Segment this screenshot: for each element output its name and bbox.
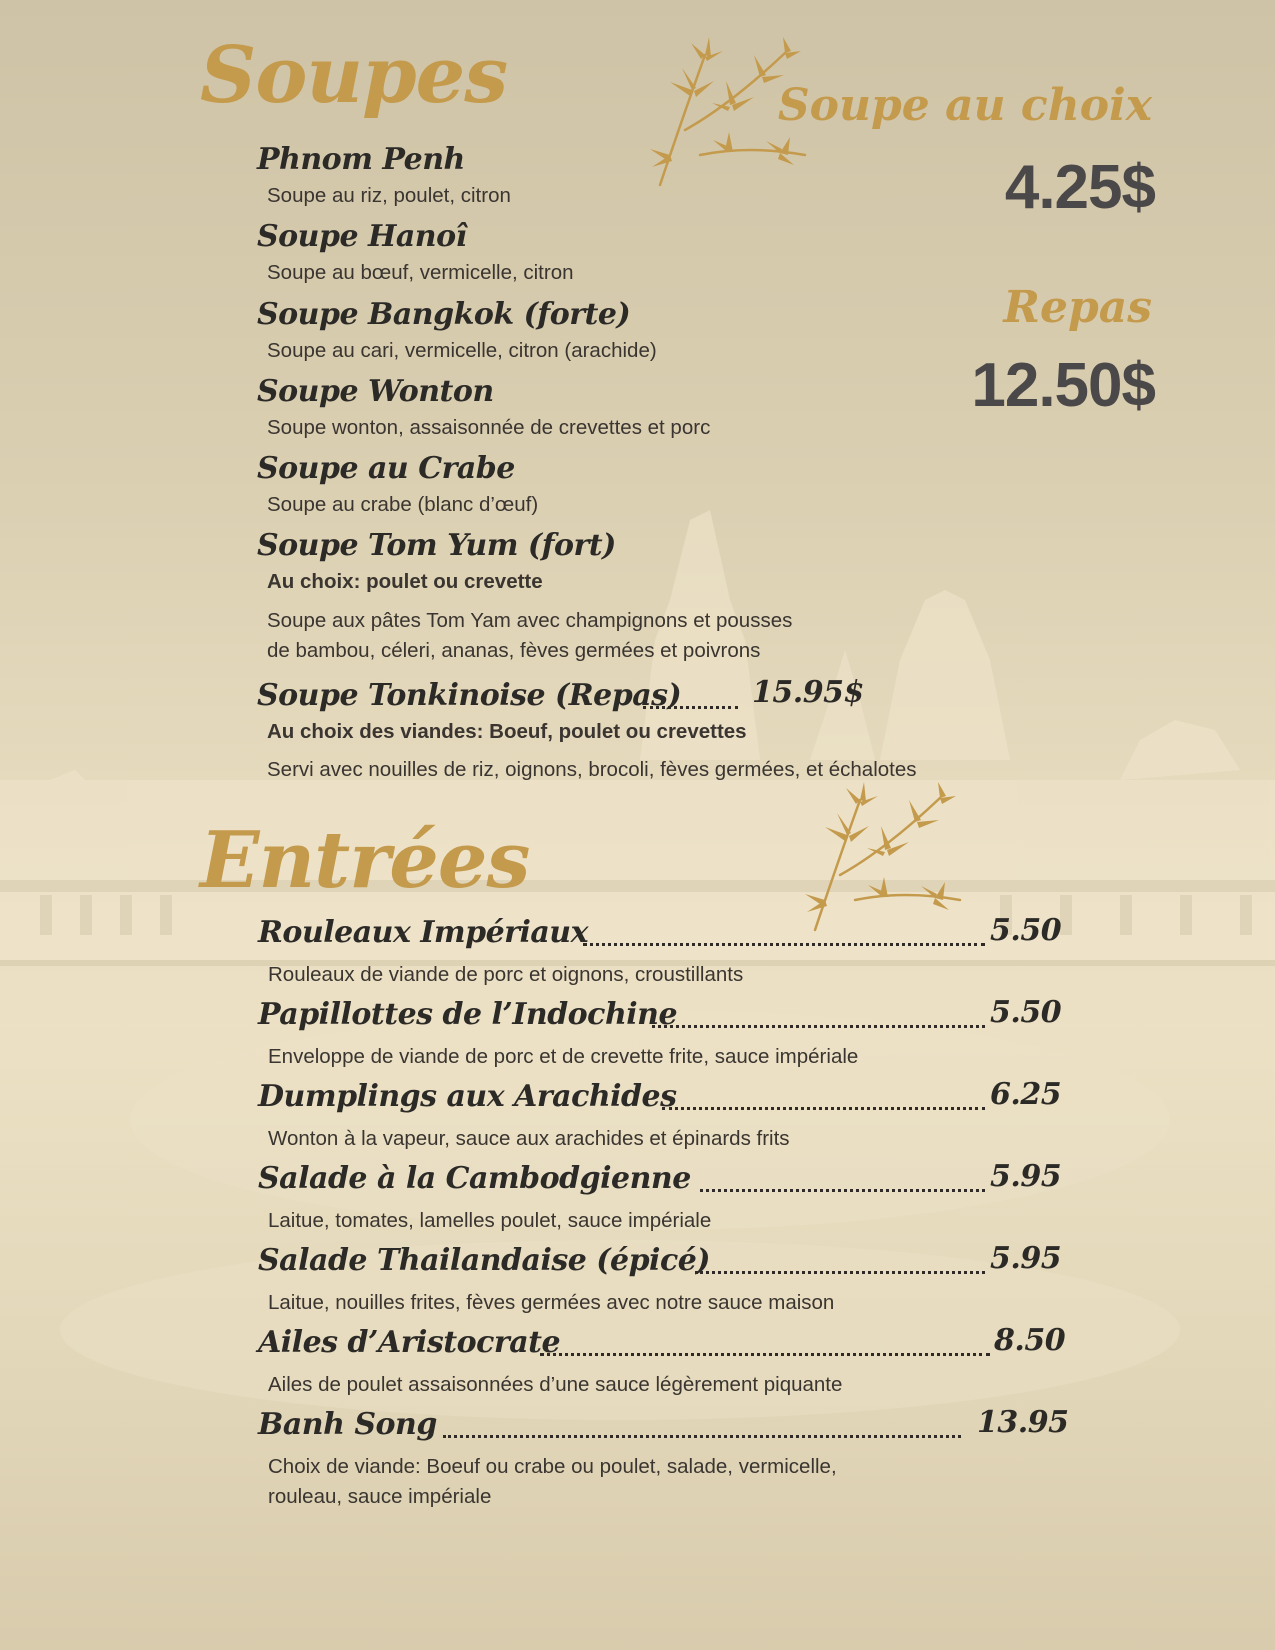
menu-item-desc: Soupe au riz, poulet, citron — [267, 184, 511, 207]
menu-item-desc: Enveloppe de viande de porc et de crevette frite, sauce impériale — [268, 1045, 859, 1068]
repas-price: 12.50$ — [971, 351, 1155, 420]
menu-item-name: Soupe Hanoî — [257, 219, 467, 254]
dotted-leader — [700, 1189, 985, 1192]
menu-item-desc: Rouleaux de viande de porc et oignons, croustillants — [268, 963, 744, 986]
menu-item-price: 5.95 — [990, 1159, 1062, 1194]
menu-item-desc: de bambou, céleri, ananas, fèves germées et poivrons — [267, 639, 761, 662]
dotted-leader — [540, 1353, 990, 1356]
menu-item-name: Rouleaux Impériaux — [258, 915, 588, 950]
menu-item-desc: Wonton à la vapeur, sauce aux arachides et épinards frits — [268, 1127, 790, 1150]
dotted-leader — [652, 1025, 985, 1028]
menu-item-name: Banh Song — [258, 1407, 437, 1442]
menu-item-desc: Ailes de poulet assaisonnées d’une sauce légèrement piquante — [268, 1373, 843, 1396]
menu-item-name: Dumplings aux Arachides — [258, 1079, 677, 1114]
dotted-leader — [643, 706, 738, 709]
menu-item-desc: Soupe au bœuf, vermicelle, citron — [267, 261, 574, 284]
menu-item-desc: Soupe wonton, assaisonnée de crevettes et porc — [267, 416, 711, 439]
menu-item-price: 15.95$ — [752, 675, 864, 710]
menu-item-desc: rouleau, sauce impériale — [268, 1485, 492, 1508]
menu-item-name: Phnom Penh — [257, 142, 465, 177]
dotted-leader — [443, 1435, 961, 1438]
section-title-soupes: Soupes — [200, 30, 508, 121]
menu-item-desc: Soupe au cari, vermicelle, citron (arachide) — [267, 339, 657, 362]
dotted-leader — [662, 1107, 985, 1110]
menu-item-desc: Soupe aux pâtes Tom Yam avec champignons et pousses — [267, 609, 793, 632]
menu-item-name: Salade Thailandaise (épicé) — [258, 1243, 710, 1278]
menu-item-price: 5.50 — [990, 995, 1062, 1030]
menu-item-price: 5.95 — [990, 1241, 1062, 1276]
repas-label: Repas — [1003, 282, 1152, 333]
dotted-leader — [583, 943, 985, 946]
section-title-entrees: Entrées — [200, 815, 530, 906]
menu-item-name: Soupe Tom Yum (fort) — [257, 528, 616, 563]
menu-item-name: Soupe Wonton — [257, 374, 494, 409]
menu-item-price: 6.25 — [990, 1077, 1062, 1112]
soupe-au-choix-label: Soupe au choix — [777, 80, 1152, 131]
menu-item-price: 5.50 — [990, 913, 1062, 948]
menu-item-name: Soupe Bangkok (forte) — [257, 297, 631, 332]
soupe-au-choix-price: 4.25$ — [1004, 153, 1155, 222]
menu-item-desc: Servi avec nouilles de riz, oignons, brocoli, fèves germées, et échalotes — [267, 758, 917, 781]
menu-item-name: Soupe au Crabe — [257, 451, 515, 486]
menu-item-name: Ailes d’Aristocrate — [258, 1325, 561, 1360]
menu-item-name: Papillottes de l’Indochine — [258, 997, 678, 1032]
menu-item-desc: Choix de viande: Boeuf ou crabe ou poulet, salade, vermicelle, — [268, 1455, 837, 1478]
menu-item-name: Soupe Tonkinoise (Repas) — [257, 678, 682, 713]
menu-item-note: Au choix des viandes: Boeuf, poulet ou crevettes — [267, 720, 747, 743]
menu-item-desc: Soupe au crabe (blanc d’œuf) — [267, 493, 539, 516]
bamboo-sprig-icon — [785, 780, 970, 940]
menu-item-desc: Laitue, nouilles frites, fèves germées avec notre sauce maison — [268, 1291, 835, 1314]
menu-item-desc: Laitue, tomates, lamelles poulet, sauce impériale — [268, 1209, 712, 1232]
menu-item-price: 8.50 — [994, 1323, 1066, 1358]
dotted-leader — [695, 1271, 985, 1274]
menu-item-price: 13.95 — [977, 1405, 1069, 1440]
menu-item-name: Salade à la Cambodgienne — [258, 1161, 691, 1196]
menu-item-note: Au choix: poulet ou crevette — [267, 570, 543, 593]
